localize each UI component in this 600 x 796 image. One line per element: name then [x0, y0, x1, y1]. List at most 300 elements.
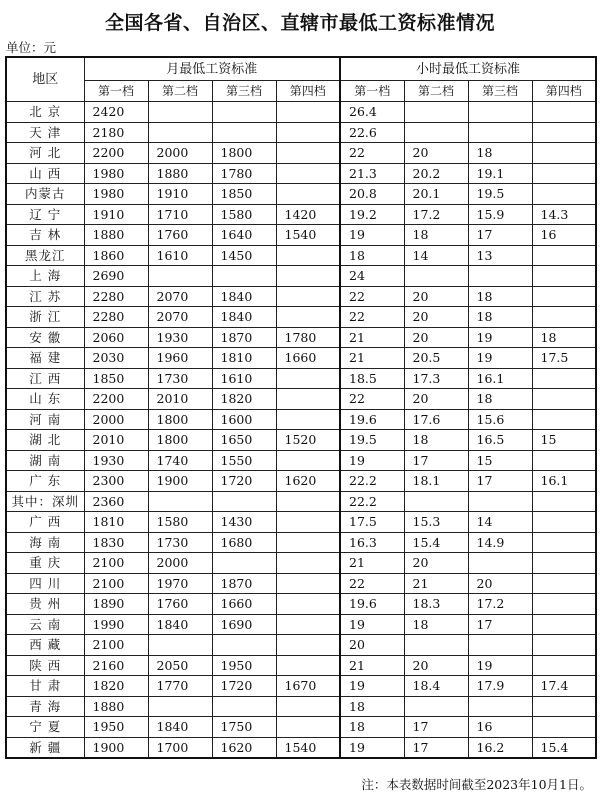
- monthly-tier-4-cell: [276, 614, 340, 635]
- monthly-tier-2-cell: 1730: [148, 532, 212, 553]
- monthly-tier-2-cell: 1610: [148, 245, 212, 266]
- wage-table-container: [5, 56, 595, 759]
- region-cell: 广 东: [6, 471, 84, 492]
- hourly-tier-4-cell: [532, 368, 596, 389]
- monthly-tier-4-cell: [276, 368, 340, 389]
- hourly-tier-2-cell: 20: [404, 389, 468, 410]
- hourly-tier-1-cell: 19: [340, 450, 404, 471]
- page-title: 全国各省、自治区、直辖市最低工资标准情况: [104, 12, 495, 34]
- region-cell: 青 海: [6, 696, 84, 717]
- hourly-tier-1-cell: 20: [340, 635, 404, 656]
- monthly-tier-3-cell: 1810: [212, 348, 276, 369]
- region-cell: 山 东: [6, 389, 84, 410]
- monthly-tier-1-cell: 1810: [84, 512, 148, 533]
- monthly-tier-2-cell: 1930: [148, 327, 212, 348]
- monthly-tier-2-cell: 1700: [148, 737, 212, 758]
- table-row: [6, 286, 596, 307]
- hourly-tier-4-cell: 17.4: [532, 676, 596, 697]
- hourly-tier-4-cell: [532, 717, 596, 738]
- monthly-tier-1-cell: 2420: [84, 102, 148, 123]
- monthly-tier-4-cell: 1670: [276, 676, 340, 697]
- hourly-tier-3-cell: [468, 635, 532, 656]
- hourly-tier-1-cell: 19.2: [340, 204, 404, 225]
- hourly-tier-3-cell: 19: [468, 655, 532, 676]
- monthly-tier-3-cell: 1430: [212, 512, 276, 533]
- monthly-tier-1-cell: 1980: [84, 163, 148, 184]
- monthly-tier-3-cell: [212, 122, 276, 143]
- hourly-tier-2-cell: 15.4: [404, 532, 468, 553]
- monthly-tier-3-cell: 1750: [212, 717, 276, 738]
- hourly-tier-2-cell: [404, 491, 468, 512]
- table-row: [6, 348, 596, 369]
- region-cell: 贵 州: [6, 594, 84, 615]
- monthly-tier-1-cell: 2000: [84, 409, 148, 430]
- monthly-tier-3-cell: 1640: [212, 225, 276, 246]
- monthly-tier-1-cell: 1890: [84, 594, 148, 615]
- table-row: [6, 655, 596, 676]
- hourly-tier-3-cell: 20: [468, 573, 532, 594]
- hourly-tier-1-cell: 22: [340, 307, 404, 328]
- hourly-tier-3-cell: [468, 553, 532, 574]
- monthly-tier-4-cell: [276, 512, 340, 533]
- monthly-tier-2-cell: 1800: [148, 409, 212, 430]
- hourly-tier-2-cell: 14: [404, 245, 468, 266]
- hourly-tier-2-cell: 20: [404, 307, 468, 328]
- hourly-tier-1-cell: 22.2: [340, 491, 404, 512]
- monthly-tier-2-cell: [148, 491, 212, 512]
- table-row: [6, 163, 596, 184]
- monthly-tier-3-cell: 1720: [212, 676, 276, 697]
- hourly-tier-3-cell: 16.2: [468, 737, 532, 758]
- table-row: [6, 491, 596, 512]
- hourly-tier-4-header: 第四档: [532, 81, 596, 102]
- table-row: [6, 143, 596, 164]
- hourly-tier-4-cell: [532, 163, 596, 184]
- hourly-tier-3-cell: 19: [468, 348, 532, 369]
- monthly-tier-2-cell: [148, 696, 212, 717]
- hourly-tier-2-cell: 18: [404, 225, 468, 246]
- region-cell: 四 川: [6, 573, 84, 594]
- table-row: [6, 184, 596, 205]
- table-row: [6, 471, 596, 492]
- hourly-tier-1-header: 第一档: [340, 81, 404, 102]
- hourly-tier-4-cell: [532, 245, 596, 266]
- monthly-tier-3-cell: 1780: [212, 163, 276, 184]
- monthly-tier-1-cell: 2280: [84, 286, 148, 307]
- monthly-tier-2-cell: 1740: [148, 450, 212, 471]
- hourly-tier-2-cell: [404, 266, 468, 287]
- monthly-tier-4-cell: [276, 594, 340, 615]
- hourly-tier-4-cell: 15: [532, 430, 596, 451]
- hourly-tier-3-cell: 17: [468, 471, 532, 492]
- hourly-tier-2-cell: 18: [404, 430, 468, 451]
- hourly-tier-2-cell: 17: [404, 717, 468, 738]
- hourly-tier-4-cell: 16: [532, 225, 596, 246]
- region-cell: 甘 肃: [6, 676, 84, 697]
- monthly-tier-2-cell: [148, 122, 212, 143]
- monthly-tier-1-cell: 1900: [84, 737, 148, 758]
- hourly-tier-4-cell: [532, 614, 596, 635]
- hourly-tier-1-cell: 20.8: [340, 184, 404, 205]
- region-cell: 北 京: [6, 102, 84, 123]
- hourly-tier-2-cell: [404, 696, 468, 717]
- hourly-tier-3-cell: 14: [468, 512, 532, 533]
- monthly-tier-1-cell: 2060: [84, 327, 148, 348]
- monthly-tier-1-cell: 1850: [84, 368, 148, 389]
- region-cell: 云 南: [6, 614, 84, 635]
- region-cell: 浙 江: [6, 307, 84, 328]
- monthly-tier-4-cell: 1520: [276, 430, 340, 451]
- hourly-tier-4-cell: [532, 573, 596, 594]
- hourly-tier-3-cell: [468, 122, 532, 143]
- monthly-tier-1-cell: 1860: [84, 245, 148, 266]
- monthly-tier-3-cell: 1870: [212, 327, 276, 348]
- hourly-tier-4-cell: [532, 102, 596, 123]
- table-row: [6, 717, 596, 738]
- monthly-tier-1-cell: 1990: [84, 614, 148, 635]
- monthly-tier-4-cell: [276, 143, 340, 164]
- hourly-tier-3-cell: 19: [468, 327, 532, 348]
- monthly-tier-4-cell: [276, 307, 340, 328]
- hourly-tier-4-cell: 17.5: [532, 348, 596, 369]
- monthly-tier-2-header: 第二档: [148, 81, 212, 102]
- hourly-tier-1-cell: 19: [340, 737, 404, 758]
- hourly-tier-1-cell: 19.6: [340, 594, 404, 615]
- hourly-tier-1-cell: 22: [340, 143, 404, 164]
- region-cell: 吉 林: [6, 225, 84, 246]
- table-row: [6, 368, 596, 389]
- hourly-tier-2-cell: 20.2: [404, 163, 468, 184]
- region-cell: 海 南: [6, 532, 84, 553]
- hourly-tier-3-cell: [468, 266, 532, 287]
- minimum-wage-table: [5, 56, 597, 759]
- monthly-tier-3-cell: 1620: [212, 737, 276, 758]
- monthly-tier-2-cell: [148, 266, 212, 287]
- footnote: 注：本表数据时间截至2023年10月1日。: [361, 777, 592, 792]
- hourly-tier-2-cell: [404, 635, 468, 656]
- monthly-tier-2-cell: 1800: [148, 430, 212, 451]
- hourly-tier-3-cell: 13: [468, 245, 532, 266]
- region-cell: 江 西: [6, 368, 84, 389]
- table-row: [6, 204, 596, 225]
- monthly-tier-2-cell: 1580: [148, 512, 212, 533]
- hourly-tier-1-cell: 22.2: [340, 471, 404, 492]
- monthly-tier-1-header: 第一档: [84, 81, 148, 102]
- monthly-tier-2-cell: [148, 102, 212, 123]
- hourly-tier-4-cell: [532, 266, 596, 287]
- region-cell: 上 海: [6, 266, 84, 287]
- region-cell: 江 苏: [6, 286, 84, 307]
- monthly-tier-2-cell: 1840: [148, 717, 212, 738]
- monthly-tier-4-cell: [276, 553, 340, 574]
- monthly-tier-1-cell: 1820: [84, 676, 148, 697]
- hourly-tier-4-cell: [532, 143, 596, 164]
- monthly-group-header: 月最低工资标准: [84, 57, 340, 81]
- region-cell: 其中：深圳: [6, 491, 84, 512]
- hourly-tier-3-cell: 17.9: [468, 676, 532, 697]
- monthly-tier-3-cell: 1450: [212, 245, 276, 266]
- monthly-tier-1-cell: 2100: [84, 635, 148, 656]
- hourly-tier-1-cell: 21: [340, 655, 404, 676]
- hourly-tier-4-cell: [532, 286, 596, 307]
- monthly-tier-3-cell: 1800: [212, 143, 276, 164]
- hourly-tier-4-cell: [532, 389, 596, 410]
- monthly-tier-3-cell: [212, 696, 276, 717]
- monthly-tier-3-cell: 1840: [212, 307, 276, 328]
- region-cell: 安 徽: [6, 327, 84, 348]
- hourly-tier-3-cell: 17: [468, 614, 532, 635]
- monthly-tier-3-cell: 1840: [212, 286, 276, 307]
- region-cell: 宁 夏: [6, 717, 84, 738]
- monthly-tier-4-cell: [276, 409, 340, 430]
- region-cell: 山 西: [6, 163, 84, 184]
- hourly-tier-3-cell: 17: [468, 225, 532, 246]
- monthly-tier-2-cell: 1880: [148, 163, 212, 184]
- table-row: [6, 573, 596, 594]
- monthly-tier-2-cell: 1840: [148, 614, 212, 635]
- monthly-tier-4-cell: [276, 532, 340, 553]
- monthly-tier-4-cell: [276, 450, 340, 471]
- monthly-tier-1-cell: 2280: [84, 307, 148, 328]
- table-row: [6, 307, 596, 328]
- hourly-tier-3-cell: [468, 696, 532, 717]
- region-cell: 陕 西: [6, 655, 84, 676]
- hourly-tier-2-cell: 17: [404, 737, 468, 758]
- monthly-tier-3-cell: 1600: [212, 409, 276, 430]
- table-row: [6, 389, 596, 410]
- hourly-tier-1-cell: 24: [340, 266, 404, 287]
- monthly-tier-4-cell: [276, 266, 340, 287]
- monthly-tier-4-cell: 1540: [276, 225, 340, 246]
- monthly-tier-2-cell: 2010: [148, 389, 212, 410]
- table-row: [6, 614, 596, 635]
- hourly-tier-3-cell: 18: [468, 389, 532, 410]
- table-row: [6, 635, 596, 656]
- hourly-tier-2-cell: 15.3: [404, 512, 468, 533]
- hourly-tier-3-cell: 15.6: [468, 409, 532, 430]
- hourly-tier-2-cell: 20: [404, 286, 468, 307]
- monthly-tier-2-cell: 1960: [148, 348, 212, 369]
- hourly-tier-1-cell: 18: [340, 245, 404, 266]
- hourly-tier-4-cell: [532, 409, 596, 430]
- hourly-tier-4-cell: 16.1: [532, 471, 596, 492]
- monthly-tier-3-cell: 1720: [212, 471, 276, 492]
- monthly-tier-1-cell: 1980: [84, 184, 148, 205]
- hourly-tier-4-cell: [532, 594, 596, 615]
- hourly-tier-1-cell: 22.6: [340, 122, 404, 143]
- monthly-tier-2-cell: 1910: [148, 184, 212, 205]
- hourly-tier-4-cell: [532, 512, 596, 533]
- hourly-tier-2-cell: 21: [404, 573, 468, 594]
- hourly-tier-4-cell: 15.4: [532, 737, 596, 758]
- monthly-tier-4-cell: [276, 122, 340, 143]
- monthly-tier-4-cell: [276, 696, 340, 717]
- monthly-tier-4-cell: [276, 102, 340, 123]
- monthly-tier-1-cell: 1880: [84, 696, 148, 717]
- monthly-tier-3-cell: 1950: [212, 655, 276, 676]
- monthly-tier-3-cell: [212, 491, 276, 512]
- hourly-tier-2-cell: 18: [404, 614, 468, 635]
- hourly-tier-3-header: 第三档: [468, 81, 532, 102]
- hourly-tier-3-cell: [468, 102, 532, 123]
- monthly-tier-1-cell: 1930: [84, 450, 148, 471]
- hourly-tier-1-cell: 18: [340, 717, 404, 738]
- monthly-tier-3-cell: [212, 266, 276, 287]
- hourly-tier-2-cell: 17.6: [404, 409, 468, 430]
- monthly-tier-2-cell: [148, 635, 212, 656]
- unit-label: 单位：元: [6, 40, 57, 55]
- monthly-tier-3-cell: 1850: [212, 184, 276, 205]
- hourly-tier-1-cell: 19.6: [340, 409, 404, 430]
- table-row: [6, 594, 596, 615]
- table-row: [6, 696, 596, 717]
- monthly-tier-1-cell: 2200: [84, 389, 148, 410]
- hourly-tier-1-cell: 16.3: [340, 532, 404, 553]
- monthly-tier-4-cell: 1420: [276, 204, 340, 225]
- hourly-group-header: 小时最低工资标准: [340, 57, 596, 81]
- hourly-tier-4-cell: [532, 450, 596, 471]
- monthly-tier-4-cell: [276, 245, 340, 266]
- monthly-tier-4-cell: 1780: [276, 327, 340, 348]
- hourly-tier-2-cell: 17.2: [404, 204, 468, 225]
- hourly-tier-1-cell: 19.5: [340, 430, 404, 451]
- table-row: [6, 409, 596, 430]
- table-row: [6, 225, 596, 246]
- hourly-tier-1-cell: 22: [340, 573, 404, 594]
- hourly-tier-4-cell: [532, 491, 596, 512]
- monthly-tier-2-cell: 1760: [148, 594, 212, 615]
- hourly-tier-1-cell: 19: [340, 614, 404, 635]
- region-cell: 天 津: [6, 122, 84, 143]
- hourly-tier-1-cell: 21: [340, 327, 404, 348]
- monthly-tier-1-cell: 1880: [84, 225, 148, 246]
- monthly-tier-2-cell: 1710: [148, 204, 212, 225]
- hourly-tier-2-cell: 17.3: [404, 368, 468, 389]
- monthly-tier-4-cell: 1540: [276, 737, 340, 758]
- table-row: [6, 737, 596, 758]
- hourly-tier-1-cell: 21: [340, 348, 404, 369]
- monthly-tier-4-cell: [276, 655, 340, 676]
- hourly-tier-4-cell: [532, 122, 596, 143]
- monthly-tier-1-cell: 2200: [84, 143, 148, 164]
- hourly-tier-1-cell: 22: [340, 389, 404, 410]
- monthly-tier-1-cell: 2360: [84, 491, 148, 512]
- monthly-tier-2-cell: 2000: [148, 143, 212, 164]
- hourly-tier-2-cell: 20: [404, 143, 468, 164]
- hourly-tier-2-cell: 18.3: [404, 594, 468, 615]
- region-cell: 湖 南: [6, 450, 84, 471]
- region-cell: 福 建: [6, 348, 84, 369]
- region-cell: 河 南: [6, 409, 84, 430]
- table-row: [6, 266, 596, 287]
- hourly-tier-2-cell: 20: [404, 655, 468, 676]
- hourly-tier-1-cell: 21: [340, 553, 404, 574]
- hourly-tier-2-header: 第二档: [404, 81, 468, 102]
- table-row: [6, 676, 596, 697]
- hourly-tier-3-cell: 16.1: [468, 368, 532, 389]
- table-body: [6, 102, 596, 759]
- monthly-tier-4-cell: 1620: [276, 471, 340, 492]
- hourly-tier-3-cell: 16: [468, 717, 532, 738]
- monthly-tier-2-cell: 2070: [148, 307, 212, 328]
- monthly-tier-1-cell: 2010: [84, 430, 148, 451]
- hourly-tier-1-cell: 19: [340, 225, 404, 246]
- region-cell: 重 庆: [6, 553, 84, 574]
- hourly-tier-3-cell: 17.2: [468, 594, 532, 615]
- monthly-tier-4-cell: [276, 635, 340, 656]
- monthly-tier-3-cell: 1580: [212, 204, 276, 225]
- hourly-tier-1-cell: 22: [340, 286, 404, 307]
- table-row: [6, 102, 596, 123]
- region-cell: 黑龙江: [6, 245, 84, 266]
- region-cell: 西 藏: [6, 635, 84, 656]
- monthly-tier-1-cell: 2030: [84, 348, 148, 369]
- monthly-tier-4-cell: [276, 286, 340, 307]
- monthly-tier-4-cell: [276, 491, 340, 512]
- monthly-tier-2-cell: 1900: [148, 471, 212, 492]
- monthly-tier-2-cell: 1970: [148, 573, 212, 594]
- monthly-tier-2-cell: 2070: [148, 286, 212, 307]
- hourly-tier-2-cell: 20.1: [404, 184, 468, 205]
- hourly-tier-3-cell: [468, 491, 532, 512]
- monthly-tier-1-cell: 2160: [84, 655, 148, 676]
- monthly-tier-1-cell: 2690: [84, 266, 148, 287]
- monthly-tier-1-cell: 2180: [84, 122, 148, 143]
- hourly-tier-1-cell: 18.5: [340, 368, 404, 389]
- monthly-tier-2-cell: 2000: [148, 553, 212, 574]
- monthly-tier-1-cell: 1830: [84, 532, 148, 553]
- hourly-tier-3-cell: 18: [468, 143, 532, 164]
- hourly-tier-3-cell: 15: [468, 450, 532, 471]
- monthly-tier-4-cell: [276, 389, 340, 410]
- hourly-tier-1-cell: 19: [340, 676, 404, 697]
- monthly-tier-3-cell: [212, 102, 276, 123]
- monthly-tier-4-cell: [276, 163, 340, 184]
- hourly-tier-4-cell: [532, 553, 596, 574]
- hourly-tier-3-cell: 19.1: [468, 163, 532, 184]
- hourly-tier-3-cell: 19.5: [468, 184, 532, 205]
- monthly-tier-3-cell: 1680: [212, 532, 276, 553]
- region-cell: 新 疆: [6, 737, 84, 758]
- hourly-tier-2-cell: 18.4: [404, 676, 468, 697]
- hourly-tier-2-cell: 20.5: [404, 348, 468, 369]
- region-cell: 内蒙古: [6, 184, 84, 205]
- monthly-tier-3-cell: 1610: [212, 368, 276, 389]
- hourly-tier-4-cell: [532, 655, 596, 676]
- hourly-tier-4-cell: 18: [532, 327, 596, 348]
- table-row: [6, 512, 596, 533]
- hourly-tier-2-cell: 20: [404, 327, 468, 348]
- hourly-tier-3-cell: 18: [468, 307, 532, 328]
- header-row-tiers: [6, 81, 596, 102]
- region-cell: 湖 北: [6, 430, 84, 451]
- monthly-tier-3-cell: [212, 635, 276, 656]
- table-row: [6, 327, 596, 348]
- monthly-tier-4-cell: [276, 717, 340, 738]
- hourly-tier-1-cell: 21.3: [340, 163, 404, 184]
- monthly-tier-1-cell: 1950: [84, 717, 148, 738]
- table-row: [6, 553, 596, 574]
- region-column-header: 地区: [6, 57, 84, 102]
- hourly-tier-3-cell: 15.9: [468, 204, 532, 225]
- hourly-tier-4-cell: [532, 184, 596, 205]
- monthly-tier-3-cell: [212, 553, 276, 574]
- hourly-tier-4-cell: [532, 532, 596, 553]
- region-cell: 广 西: [6, 512, 84, 533]
- hourly-tier-2-cell: 18.1: [404, 471, 468, 492]
- table-row: [6, 122, 596, 143]
- hourly-tier-2-cell: 20: [404, 553, 468, 574]
